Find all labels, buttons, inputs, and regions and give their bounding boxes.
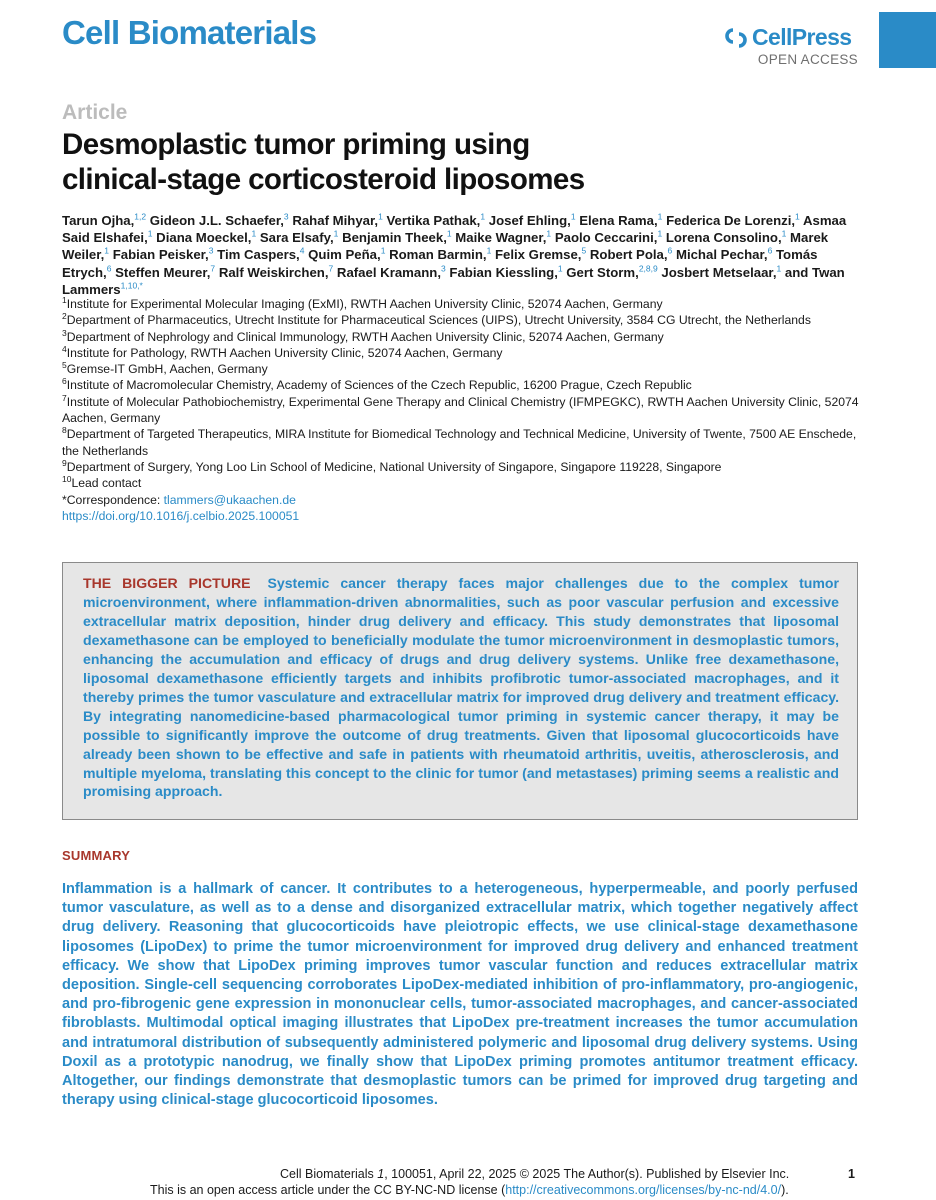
author-name: Robert Pola, (589, 247, 668, 263)
affiliation-text: Department of Nephrology and Clinical Immunology, RWTH Aachen University Clinic, 52074 Aachen, Germany (66, 329, 664, 344)
publisher-name: CellPress (752, 24, 852, 50)
author-name: Fabian Kiessling, (449, 264, 558, 280)
author-name: Steffen Meurer, (115, 264, 211, 280)
author-affiliation-ref[interactable]: 1 (104, 246, 110, 257)
author-list (62, 212, 862, 298)
article-title-line-1: Desmoplastic tumor priming using (62, 128, 530, 161)
article-title (62, 127, 822, 197)
author-name: Maike Wagner, (455, 230, 547, 246)
author-name: Federica De Lorenzi, (666, 213, 796, 228)
author-name: Rahaf Mihyar, (292, 213, 379, 228)
author-affiliation-ref[interactable]: 2,8,9 (638, 263, 658, 274)
author-affiliation-ref[interactable]: 1 (446, 228, 452, 239)
author-name: Marek Weiler, (62, 230, 829, 263)
footer-journal: Cell Biomaterials (280, 1167, 374, 1181)
footer-citation-text: , 100051, April 22, 2025 © 2025 The Author(s). Published by Elsevier Inc. (384, 1167, 790, 1181)
author-affiliation-ref[interactable]: 3 (441, 263, 446, 274)
publisher-logo[interactable] (724, 24, 858, 68)
affiliation-text: Gremse-IT GmbH, Aachen, Germany (66, 362, 268, 377)
footer-volume: 1 (377, 1167, 385, 1181)
bigger-picture-heading: THE BIGGER PICTURE (83, 575, 251, 591)
page-number: 1 (848, 1167, 855, 1181)
author-affiliation-ref[interactable]: 1 (546, 228, 552, 239)
affiliation-text: Department of Pharmaceutics, Utrecht Institute for Pharmaceutical Sciences (UIPS), Utrecht University, 3584 CG Utrecht, the Netherlands (66, 313, 811, 328)
correspondence (62, 492, 862, 508)
journal-title: Cell Biomaterials (62, 14, 317, 51)
author-name: and Twan Lammers (62, 264, 845, 297)
license-link[interactable]: http://creativecommons.org/licenses/by-nc-nd/4.0/ (505, 1183, 782, 1197)
author-affiliation-ref[interactable]: 1 (378, 211, 383, 222)
author-affiliation-ref[interactable]: 1 (795, 211, 800, 222)
author-name: Ralf Weiskirchen, (218, 264, 329, 280)
author-affiliation-ref[interactable]: 6 (767, 246, 773, 257)
affiliation-number: 1 (62, 294, 67, 305)
affiliation-item (62, 459, 862, 475)
affiliation-number: 3 (62, 327, 67, 338)
affiliation-number: 7 (62, 392, 67, 403)
author-name: Lorena Consolino, (665, 230, 782, 246)
author-name: Elena Rama, (579, 213, 658, 228)
author-affiliation-ref[interactable]: 1 (480, 211, 486, 222)
author-name: Tim Caspers, (217, 247, 300, 263)
author-name: Rafael Kramann, (336, 264, 441, 280)
author-affiliation-ref[interactable]: 1 (657, 211, 663, 222)
affiliation-text: Lead contact (71, 476, 142, 491)
author-name: Asmaa Said Elshafei, (62, 213, 847, 246)
affiliation-number: 8 (62, 425, 67, 436)
license-prefix: This is an open access article under the CC BY-NC-ND license ( (150, 1183, 506, 1197)
author-name: Quim Peña, (308, 247, 381, 263)
affiliation-item (62, 345, 862, 361)
author-affiliation-ref[interactable]: 1 (147, 228, 153, 239)
author-affiliation-ref[interactable]: 6 (667, 246, 673, 257)
author-affiliation-ref[interactable]: 5 (581, 246, 587, 257)
affiliation-number: 5 (62, 360, 67, 371)
affiliation-number: 10 (62, 474, 72, 485)
author-affiliation-ref[interactable]: 7 (328, 263, 334, 274)
affiliation-item (62, 312, 862, 328)
affiliation-text: Department of Targeted Therapeutics, MIRA Institute for Biomedical Technology and Technical Medicine, University of Twente, 7500 AE Enschede, the Netherlands (62, 427, 857, 458)
author-affiliation-ref[interactable]: 1 (486, 246, 492, 257)
affiliation-text: Institute for Pathology, RWTH Aachen University Clinic, 52074 Aachen, Germany (66, 345, 503, 360)
affiliation-item (62, 394, 862, 427)
summary-heading: SUMMARY (62, 848, 131, 863)
affiliation-item (62, 377, 862, 393)
author-name: Josbert Metselaar, (661, 264, 777, 280)
affiliation-number: 9 (62, 457, 67, 468)
author-affiliation-ref[interactable]: 4 (299, 246, 305, 257)
author-name: Gert Storm, (566, 264, 639, 280)
author-name: Gideon J.L. Schaefer, (149, 213, 284, 228)
affiliation-item (62, 361, 862, 377)
author-name: Paolo Ceccarini, (554, 230, 658, 246)
footer-citation (280, 1167, 860, 1181)
corner-color-tab (879, 12, 936, 68)
author-affiliation-ref[interactable]: 1 (776, 263, 782, 274)
author-affiliation-ref[interactable]: 7 (210, 263, 216, 274)
author-name: Vertika Pathak, (386, 213, 481, 228)
affiliations (62, 296, 862, 524)
author-affiliation-ref[interactable]: 6 (106, 263, 112, 274)
author-name: Josef Ehling, (488, 213, 571, 228)
cellpress-logo-icon (724, 27, 748, 49)
author-affiliation-ref[interactable]: 1 (557, 263, 563, 274)
license-suffix: ). (781, 1183, 789, 1197)
article-title-line-2: clinical-stage corticosteroid liposomes (62, 163, 585, 196)
affiliation-number: 6 (62, 376, 67, 387)
bigger-picture-text: Systemic cancer therapy faces major challenges due to the complex tumor microenvironment, where inflammation-driven abnormalities, such as poor vascular perfusion and excessive extracellular matrix deposition, hinder drug delivery and efficacy. This study demonstrates that liposomal dexamethasone can be employed to beneficially modulate the tumor microenvironment in desmoplastic tumors, enhancing the accumulation and efficacy of drugs and drug delivery systems. Unlike free dexamethasone, liposomal dexamethasone efficiently targets and inhibits profibrotic tumor-associated macrophages, and it thereby primes the tumor vasculature and extracellular matrix for improved drug delivery and treatment efficacy. By integrating nanomedicine-based pharmacological tumor priming in systemic cancer therapy, it may be possible to significantly improve the outcome of drug treatments. Given that liposomal glucocorticoids have already been shown to be effective and safe in patients with rheumatoid arthritis, uveitis, atherosclerosis, and multiple myeloma, translating this concept to the clinic for tumor (and metastases) priming seems a realistic and promising approach. (83, 575, 840, 800)
doi-link[interactable]: https://doi.org/10.1016/j.celbio.2025.100051 (62, 508, 300, 523)
author-name: Sara Elsafy, (259, 230, 334, 246)
affiliation-text: Institute of Macromolecular Chemistry, Academy of Sciences of the Czech Republic, 16200 Prague, Czech Republic (66, 378, 692, 393)
author-affiliation-ref[interactable]: 1,10,* (120, 280, 143, 291)
affiliation-number: 4 (62, 343, 67, 354)
author-affiliation-ref[interactable]: 3 (208, 246, 214, 257)
affiliation-text: Department of Surgery, Yong Loo Lin School of Medicine, National University of Singapore, Singapore 119228, Singapore (66, 459, 722, 474)
affiliation-item (62, 426, 862, 459)
affiliation-item (62, 329, 862, 345)
article-type-label: Article (62, 101, 128, 124)
author-name: Tomás Etrych, (62, 247, 818, 280)
footer-license (150, 1183, 850, 1197)
author-affiliation-ref[interactable]: 1,2 (134, 211, 147, 222)
author-name: Roman Barmin, (389, 247, 487, 263)
author-affiliation-ref[interactable]: 3 (283, 211, 289, 222)
affiliation-number: 2 (62, 311, 67, 322)
correspondence-email-link[interactable]: tlammers@ukaachen.de (163, 492, 296, 507)
author-affiliation-ref[interactable]: 1 (380, 246, 386, 257)
author-name: Fabian Peisker, (112, 247, 209, 263)
author-name: Felix Gremse, (494, 247, 582, 263)
summary-text: Inflammation is a hallmark of cancer. It contributes to a heterogeneous, hyperpermeable, and poorly perfused tumor vasculature, as well as to a dense and disorganized extracellular matrix, which together negatively affect drug delivery. Reasoning that glucocorticoids have pleiotropic effects, we use clinical-stage dexamethasone liposomes (LipoDex) to prime the tumor microenvironment for improved drug delivery and enhanced treatment efficacy. We show that LipoDex priming improves tumor vascular function and reduces extracellular matrix deposition. Single-cell sequencing corroborates LipoDex-mediated inhibition of pro-inflammatory, pro-angiogenic, and pro-fibrogenic gene expression in mononuclear cells, tumor-associated macrophages, and cancer-associated fibroblasts. Multimodal optical imaging illustrates that LipoDex pre-treatment increases the tumor accumulation and intratumoral distribution of subsequently administered polymeric and liposomal drug delivery systems. Using Doxil as a prototypic nanodrug, we finally show that LipoDex priming promotes antitumor treatment efficacy. Altogether, our findings demonstrate that desmoplastic tumors can be primed for improved drug targeting and therapy using clinical-stage glucocorticoid liposomes. (62, 881, 858, 1109)
author-name: Diana Moeckel, (156, 230, 252, 246)
author-affiliation-ref[interactable]: 1 (570, 211, 576, 222)
author-affiliation-ref[interactable]: 1 (657, 228, 663, 239)
author-name: Benjamin Theek, (342, 230, 447, 246)
bigger-picture-box (62, 562, 858, 820)
author-affiliation-ref[interactable]: 1 (781, 228, 787, 239)
author-name: Michal Pechar, (675, 247, 768, 263)
affiliation-text: Institute of Molecular Pathobiochemistry, Experimental Gene Therapy and Clinical Chemistry (IFMPEGKC), RWTH Aachen University Clinic, 52074 Aachen, Germany (62, 394, 859, 426)
affiliation-item (62, 475, 862, 491)
correspondence-label: *Correspondence: (62, 492, 164, 507)
affiliation-item (62, 296, 862, 312)
open-access-label: OPEN ACCESS (757, 52, 858, 67)
affiliation-text: Institute for Experimental Molecular Imaging (ExMI), RWTH Aachen University Clinic, 52074 Aachen, Germany (66, 297, 663, 311)
author-affiliation-ref[interactable]: 1 (251, 228, 257, 239)
author-affiliation-ref[interactable]: 1 (333, 228, 339, 239)
author-name: Tarun Ojha, (62, 213, 135, 228)
